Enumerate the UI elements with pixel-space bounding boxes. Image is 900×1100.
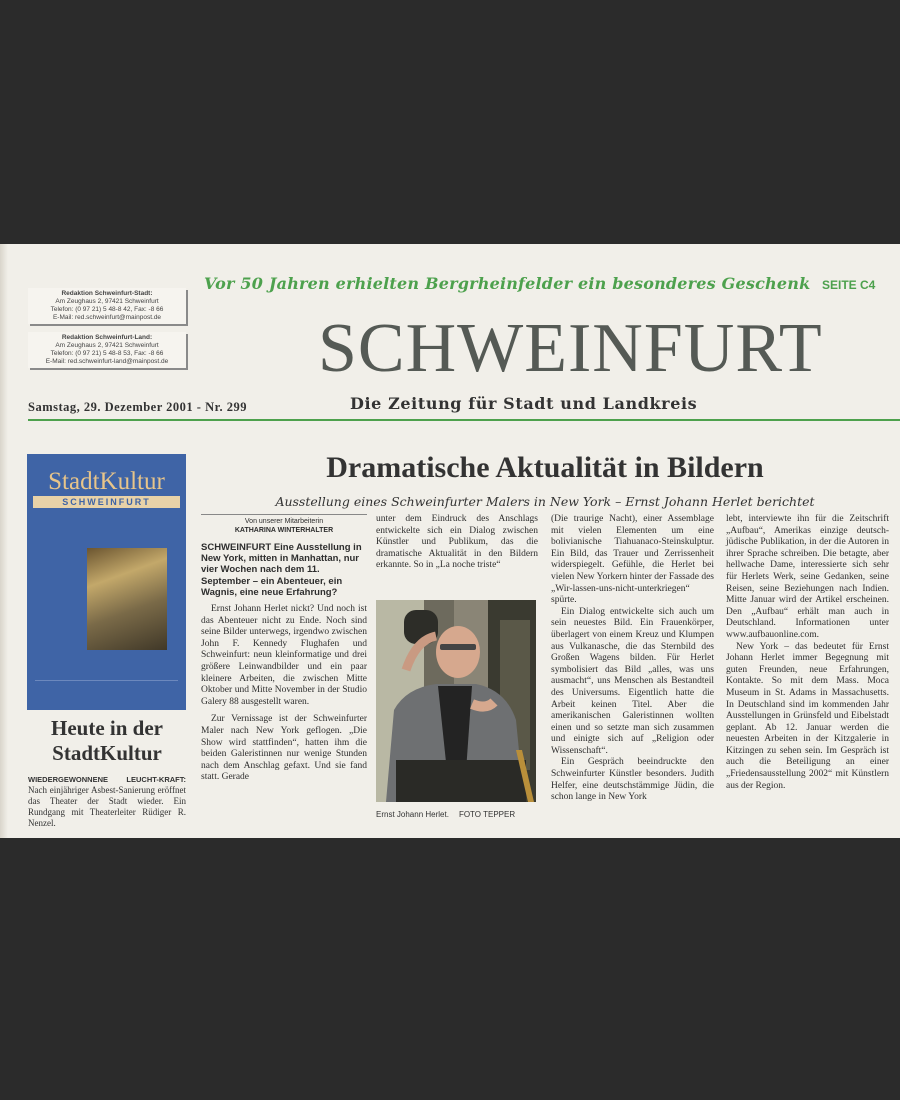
article-lead: SCHWEINFURT Eine Ausstellung in New York, mitten in Manhattan, nur vier Wochen nach dem 11. September – ein Abenteuer, ein Wagnis, eine neue Erfahrung? (201, 542, 362, 598)
article-column-3 (551, 514, 714, 804)
infobox-email: E-Mail: red.schweinfurt@mainpost.de (52, 314, 162, 321)
teaser-text: Nach einjähriger Asbest-Sanierung eröffnet das Theater der Stadt wieder. Ein Rundgang mit Theaterleiter Rüdiger R. Nenzel. (28, 785, 186, 828)
paragraph: (Die traurige Nacht), einer Assemblage mit vielen Elementen um eine bolivianische Tiahuanaco-Steinskulptur. Ein Bild, das Trauer und Zerrissenheit widerspiegelt. Gefühle, die Herlet bei vielen New Yorkern hinter der Fassade des „Wir-lassen-uns-nicht-unterkriegen“ spürte. (551, 514, 714, 606)
masthead-divider (28, 419, 900, 421)
infobox-heading: Redaktion Schweinfurt-Land: (61, 334, 153, 341)
paragraph: Ein Gespräch beeindruckte den Schweinfurter Künstler besonders. Judith Helfer, eine deutschstämmige Jüdin, die schon lange in New York (551, 757, 714, 803)
promo-footer-strip (35, 680, 178, 703)
photo-credit: FOTO TEPPER (458, 810, 516, 819)
infobox-phone: Telefon: (0 97 21) 5 48-8 53, Fax: -8 66 (50, 350, 164, 357)
sidebar-heading: Heute in der StadtKultur (51, 716, 163, 765)
masthead-title: SCHWEINFURT (318, 310, 823, 387)
teaser-caps: WIEDERGEWONNENE LEUCHT-KRAFT: (28, 775, 186, 784)
paragraph: lebt, interviewte ihn für die Zeitschrift „Aufbau“, Amerikas einzige deutsch-jüdische Publikation, in der die Autoren in ihrer Sprache schreiben. Die betagte, aber hellwache Dame, interessierte sich sehr für Herlets Werk, seine Gedanken, seine Reisen, seine Beziehungen nach Indien. Mitte Januar wird der Artikel erscheinen. Den „Aufbau“ erhält man auch in Deutschland. Informationen unter www.aufbauonline.com. (726, 514, 889, 640)
article-column-2 (376, 514, 538, 572)
infobox-heading: Redaktion Schweinfurt-Stadt: (61, 290, 153, 297)
photo-caption (376, 810, 536, 819)
article-column-1 (201, 514, 367, 784)
artist-photo (376, 600, 536, 802)
page-reference: SEITE C4 (822, 278, 876, 292)
paragraph: New York – das bedeutet für Ernst Johann Herlet immer Begegnung mit guten Freunden, neue Erfahrungen, Kontakte. So mit dem Mass. Moca Museum in St. Adams in Massachusetts. In Deutschland sind im kommenden Jahr Ausstellungen in Grünsfeld und Eibelstadt geplant. Ab 12. Januar werden die neuesten Arbeiten in der Kitzgalerie in Kitzingen zu sehen sein. Im Gespräch ist auch die Beteiligung an einer „Friedensausstellung 2002“ mit Künstlern aus der Region. (726, 641, 889, 791)
byline-intro: Von unserer Mitarbeiterin (244, 518, 324, 525)
article-headline: Dramatische Aktualität in Bildern (326, 451, 764, 484)
infobox-phone: Telefon: (0 97 21) 5 48-8 42, Fax: -8 66 (50, 306, 164, 313)
byline (201, 514, 367, 535)
promo-subtitle: SCHWEINFURT (33, 496, 180, 508)
editorial-office-city-box (28, 288, 186, 324)
article-deck: Ausstellung eines Schweinfurter Malers in New York – Ernst Johann Herlet berichtet (275, 494, 815, 509)
newspaper-clipping (0, 244, 900, 838)
editorial-office-county-box (28, 332, 186, 368)
paragraph: Ein Dialog entwickelte sich auch um sein neuestes Bild. Ein Frauenkörper, überlagert von einem Kreuz und Klumpen aus Vulkanasche, die das Sternbild des Großen Wagens bilden. Für Herlet symbolisiert das Bild „alles, was uns ausmacht“, uns Menschen als Bestandteil des Universums. Eigentlich hatte die Arbeit keinen Titel. Aber die amerikanischen Galeristinnen wollten einen und so setzte man sich zusammen und einigte sich auf „Religion oder Wissenschaft“. (551, 606, 714, 756)
paragraph: Ernst Johann Herlet nickt? Und noch ist das Abenteuer nicht zu Ende. Noch sind seine Bilder unterwegs, irgendwo zwischen John F. Kennedy Flughafen und Schweinfurt: neun kleinformatige und drei größere Leinwandbilder und ein paar kleinere Arbeiten, die zwischen Mitte Oktober und Mitte November in der Studio Galery 88 ausgestellt waren. (201, 604, 367, 707)
promo-title: StadtKultur (48, 468, 165, 495)
byline-name: KATHARINA WINTERHALTER (234, 527, 334, 534)
issue-dateline: Samstag, 29. Dezember 2001 - Nr. 299 (28, 400, 248, 414)
sidebar-teaser (28, 774, 186, 829)
paragraph: unter dem Eindruck des Anschlags entwickelte sich ein Dialog zwischen Künstler und Publikum, das die dramatische Aktualität in den Bildern erkannte. So in „La noche triste“ (376, 514, 538, 571)
caption-text: Ernst Johann Herlet. (376, 810, 449, 819)
infobox-email: E-Mail: red.schweinfurt-land@mainpost.de (45, 358, 169, 365)
article-column-4 (726, 514, 889, 792)
stadtkultur-promo (27, 454, 186, 710)
paragraph: Zur Vernissage ist der Schweinfurter Maler nach New York geflogen. „Die Show wird stattfinden“, hatten ihm die beiden Galeristinnen nur wenige Stunden nach dem Anschlag gefaxt. Und sie fand statt. Gerade (201, 714, 367, 783)
teaser-tagline: Vor 50 Jahren erhielten Bergrheinfelder ein besonderes Geschenk (204, 274, 811, 293)
masthead-subtitle: Die Zeitung für Stadt und Landkreis (350, 394, 698, 413)
infobox-address: Am Zeughaus 2, 97421 Schweinfurt (55, 342, 159, 349)
infobox-address: Am Zeughaus 2, 97421 Schweinfurt (55, 298, 159, 305)
theater-photo (87, 548, 167, 650)
